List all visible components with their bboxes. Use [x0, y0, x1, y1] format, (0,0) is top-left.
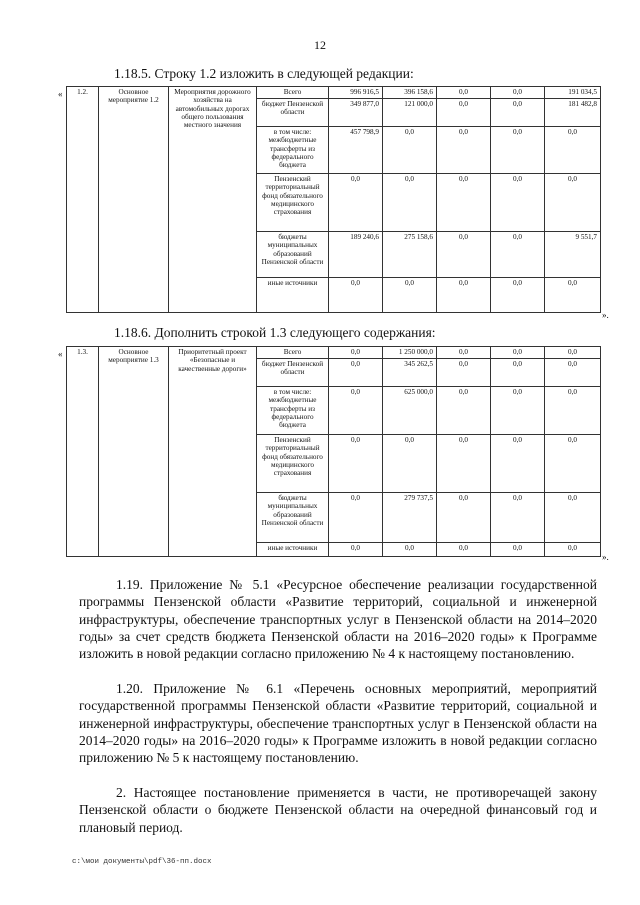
- amount-cell: 0,0: [329, 347, 383, 359]
- amount-cell: 0,0: [437, 99, 491, 127]
- amount-cell: 0,0: [383, 435, 437, 493]
- amount-cell: 0,0: [545, 387, 601, 435]
- amount-cell: 0,0: [437, 127, 491, 174]
- amount-cell: 0,0: [491, 127, 545, 174]
- amount-cell: 0,0: [383, 174, 437, 232]
- funding-source: бюджеты муниципальных образований Пензенской области: [257, 493, 329, 543]
- funding-source: Всего: [257, 87, 329, 99]
- paragraph-1-19: 1.19. Приложение № 5.1 «Ресурсное обеспечение реализации государственной программы Пензенской области «Развитие территорий, социальной и инженерной инфраструктуры, обеспечение транспортных услуг в Пензенской области на 2014–2020 годы» за счет средств бюджета Пензенской области на 2016–2020 годы» к Программе изложить в новой редакции согласно приложению № 4 к настоящему постановлению.: [79, 577, 597, 662]
- amount-cell: 0,0: [545, 278, 601, 313]
- resource-table-1-2: [66, 86, 601, 313]
- table-row: [67, 347, 601, 359]
- amount-cell: 275 158,6: [383, 232, 437, 278]
- amount-cell: 0,0: [491, 359, 545, 387]
- amount-cell: 0,0: [329, 543, 383, 557]
- amount-cell: 0,0: [545, 435, 601, 493]
- funding-source: Всего: [257, 347, 329, 359]
- amount-cell: 9 551,7: [545, 232, 601, 278]
- open-quote: «: [58, 89, 63, 99]
- amount-cell: 189 240,6: [329, 232, 383, 278]
- table-row: [67, 87, 601, 99]
- amount-cell: 0,0: [329, 359, 383, 387]
- amount-cell: 0,0: [545, 174, 601, 232]
- file-path: c:\мои документы\pdf\36-пп.docx: [72, 858, 212, 866]
- amount-cell: 0,0: [329, 278, 383, 313]
- amount-cell: 0,0: [329, 387, 383, 435]
- amount-cell: 0,0: [437, 543, 491, 557]
- amount-cell: 0,0: [437, 347, 491, 359]
- amount-cell: 349 877,0: [329, 99, 383, 127]
- amount-cell: 0,0: [491, 387, 545, 435]
- amount-cell: 0,0: [329, 174, 383, 232]
- amount-cell: 625 000,0: [383, 387, 437, 435]
- amount-cell: 0,0: [491, 493, 545, 543]
- amount-cell: 0,0: [491, 87, 545, 99]
- section-1-heading: 1.18.5. Строку 1.2 изложить в следующей редакции:: [114, 66, 414, 81]
- close-quote: ».: [602, 310, 609, 320]
- amount-cell: 0,0: [383, 543, 437, 557]
- measure-description: Приоритетный проект «Безопасные и качественные дороги»: [169, 347, 257, 557]
- measure-name: Основное мероприятие 1.2: [99, 87, 169, 313]
- amount-cell: 0,0: [545, 543, 601, 557]
- open-quote: «: [58, 349, 63, 359]
- amount-cell: 0,0: [437, 87, 491, 99]
- amount-cell: 0,0: [545, 493, 601, 543]
- amount-cell: 0,0: [437, 435, 491, 493]
- amount-cell: 0,0: [437, 493, 491, 543]
- section-2-heading: 1.18.6. Дополнить строкой 1.3 следующего содержания:: [114, 325, 436, 340]
- amount-cell: 0,0: [329, 435, 383, 493]
- amount-cell: 191 034,5: [545, 87, 601, 99]
- amount-cell: 0,0: [491, 174, 545, 232]
- amount-cell: 996 916,5: [329, 87, 383, 99]
- funding-source: Пензенский территориальный фонд обязательного медицинского страхования: [257, 174, 329, 232]
- measure-description: Мероприятия дорожного хозяйства на автомобильных дорогах общего пользования местного значения: [169, 87, 257, 313]
- row-number: 1.3.: [67, 347, 99, 557]
- amount-cell: 181 482,8: [545, 99, 601, 127]
- funding-source: Пензенский территориальный фонд обязательного медицинского страхования: [257, 435, 329, 493]
- amount-cell: 0,0: [437, 387, 491, 435]
- paragraph-1-20: 1.20. Приложение № 6.1 «Перечень основных мероприятий, мероприятий государственной программы Пензенской области «Развитие территорий, социальной и инженерной инфраструктуры, обеспечение транспортных услуг в Пензенской области на 2014–2020 годы» на 2016–2020 годы» к Программе изложить в новой редакции согласно приложению № 5 к настоящему постановлению.: [79, 681, 597, 766]
- close-quote: ».: [602, 552, 609, 562]
- amount-cell: 0,0: [437, 359, 491, 387]
- amount-cell: 345 262,5: [383, 359, 437, 387]
- amount-cell: 0,0: [437, 232, 491, 278]
- amount-cell: 279 737,5: [383, 493, 437, 543]
- amount-cell: 0,0: [545, 347, 601, 359]
- amount-cell: 0,0: [437, 174, 491, 232]
- amount-cell: 1 250 000,0: [383, 347, 437, 359]
- amount-cell: 0,0: [545, 359, 601, 387]
- amount-cell: 396 158,6: [383, 87, 437, 99]
- funding-source: иные источники: [257, 278, 329, 313]
- funding-source: в том числе: межбюджетные трансферты из федерального бюджета: [257, 127, 329, 174]
- page-number: 12: [314, 38, 326, 52]
- amount-cell: 0,0: [329, 493, 383, 543]
- amount-cell: 0,0: [383, 278, 437, 313]
- amount-cell: 0,0: [491, 347, 545, 359]
- amount-cell: 0,0: [383, 127, 437, 174]
- paragraph-2: 2. Настоящее постановление применяется в части, не противоречащей закону Пензенской области о бюджете Пензенской области на очередной финансовый год и плановый период.: [79, 785, 597, 835]
- resource-table-1-3: [66, 346, 601, 557]
- amount-cell: 0,0: [437, 278, 491, 313]
- amount-cell: 0,0: [491, 99, 545, 127]
- funding-source: иные источники: [257, 543, 329, 557]
- amount-cell: 0,0: [491, 232, 545, 278]
- funding-source: бюджеты муниципальных образований Пензенской области: [257, 232, 329, 278]
- row-number: 1.2.: [67, 87, 99, 313]
- funding-source: бюджет Пензенской области: [257, 99, 329, 127]
- amount-cell: 0,0: [545, 127, 601, 174]
- amount-cell: 0,0: [491, 543, 545, 557]
- measure-name: Основное мероприятие 1.3: [99, 347, 169, 557]
- amount-cell: 121 000,0: [383, 99, 437, 127]
- funding-source: в том числе: межбюджетные трансферты из федерального бюджета: [257, 387, 329, 435]
- amount-cell: 457 798,9: [329, 127, 383, 174]
- funding-source: бюджет Пензенской области: [257, 359, 329, 387]
- amount-cell: 0,0: [491, 278, 545, 313]
- amount-cell: 0,0: [491, 435, 545, 493]
